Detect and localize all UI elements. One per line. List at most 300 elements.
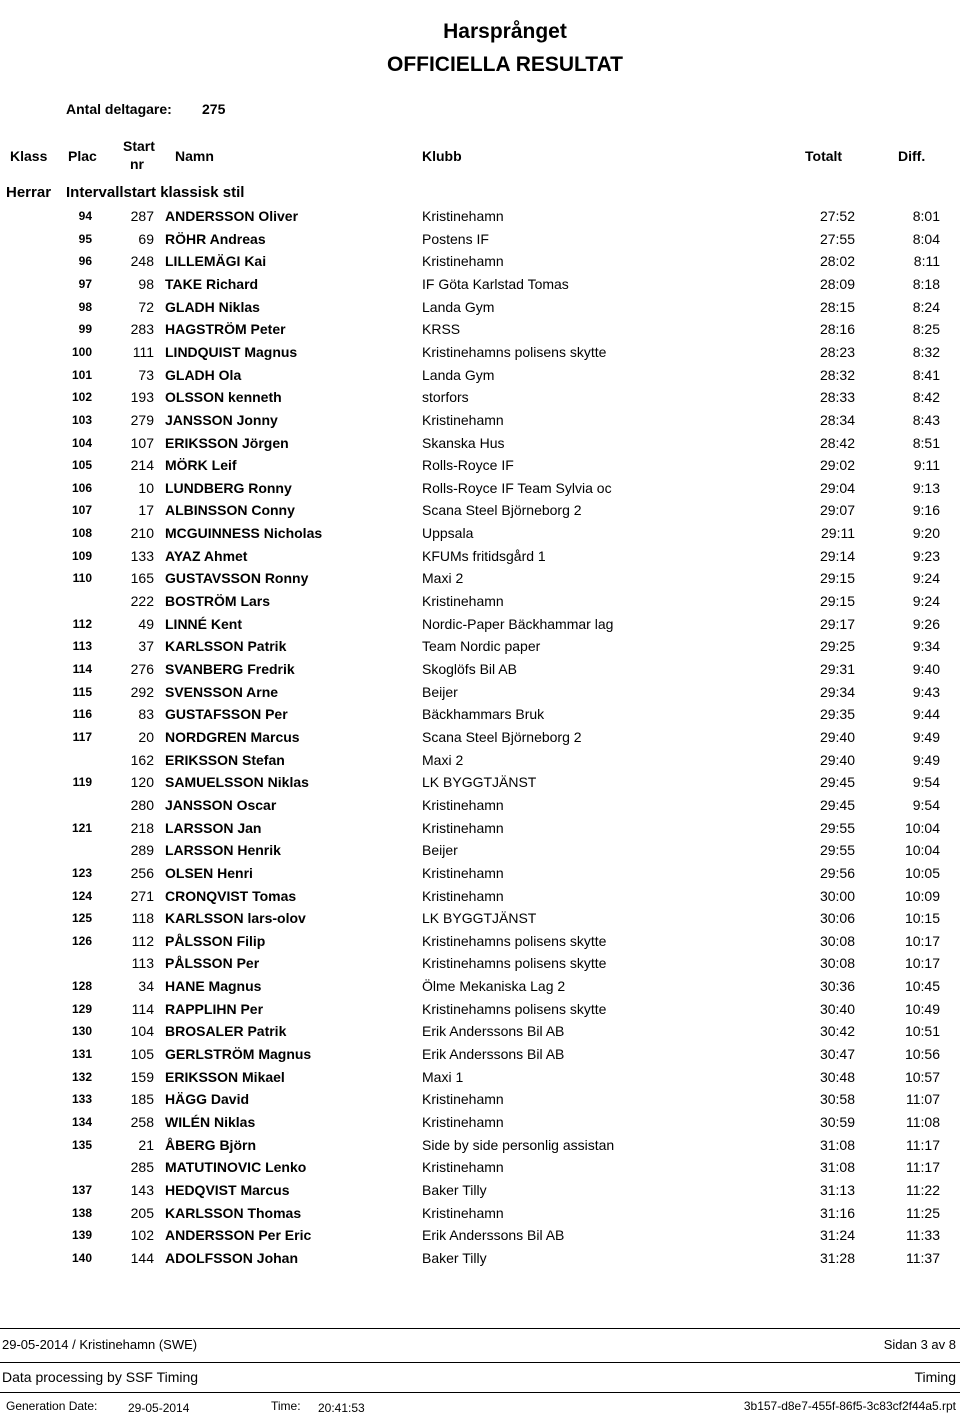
cell-name: LARSSON Jan [165, 819, 262, 836]
cell-club: Baker Tilly [422, 1181, 487, 1198]
cell-name: LILLEMÄGI Kai [165, 253, 267, 270]
table-row [0, 1247, 960, 1269]
cell-club: Maxi 1 [422, 1068, 464, 1085]
cell-name: ERIKSSON Stefan [165, 751, 285, 768]
table-row [0, 477, 960, 499]
cell-total: 29:35 [819, 706, 855, 723]
col-totalt: Totalt [805, 148, 843, 164]
cell-start-nr: 72 [138, 298, 154, 315]
table-row [0, 250, 960, 272]
cell-name: MATUTINOVIC Lenko [165, 1159, 307, 1176]
cell-total: 29:34 [819, 683, 855, 700]
footer-date-place: 29-05-2014 / Kristinehamn (SWE) [2, 1337, 198, 1352]
cell-start-nr: 271 [130, 887, 154, 904]
cell-start-nr: 120 [130, 774, 154, 791]
cell-total: 28:34 [819, 411, 855, 428]
cell-plac: 94 [78, 209, 92, 223]
cell-plac: 97 [78, 276, 92, 291]
cell-club: Landa Gym [422, 298, 495, 315]
cell-plac: 107 [71, 503, 92, 518]
footer-file-id: 3b157-d8e7-455f-86f5-3c83cf2f44a5.rpt [743, 1399, 956, 1413]
cell-name: SVENSSON Arne [165, 683, 279, 700]
table-row [0, 205, 960, 227]
col-klass: Klass [10, 148, 48, 164]
cell-club: Team Nordic paper [422, 638, 541, 655]
table-row [0, 975, 960, 997]
cell-name: LUNDBERG Ronny [165, 479, 292, 496]
cell-diff: 9:24 [912, 593, 940, 610]
cell-plac: 104 [71, 435, 92, 450]
cell-club: Baker Tilly [422, 1249, 487, 1266]
cell-name: LARSSON Henrik [165, 842, 281, 859]
cell-start-nr: 21 [138, 1136, 154, 1153]
cell-total: 28:23 [819, 343, 855, 360]
cell-club: Erik Anderssons Bil AB [422, 1046, 565, 1063]
table-row [0, 590, 960, 612]
table-row [0, 432, 960, 454]
cell-name: PÅLSSON Filip [165, 932, 266, 949]
cell-start-nr: 107 [130, 434, 154, 451]
cell-plac: 126 [71, 933, 92, 948]
cell-start-nr: 165 [130, 570, 154, 587]
cell-plac: 99 [78, 322, 92, 337]
cell-name: HEDQVIST Marcus [165, 1181, 290, 1198]
cell-club: Uppsala [422, 525, 474, 542]
table-row [0, 862, 960, 884]
footer-divider-top [0, 1328, 960, 1329]
cell-club: Rolls-Royce IF [422, 457, 514, 474]
cell-diff: 8:04 [912, 230, 940, 247]
cell-start-nr: 283 [130, 321, 154, 338]
table-row [0, 930, 960, 952]
table-row [0, 817, 960, 839]
cell-club: KFUMs fritidsgård 1 [422, 547, 546, 564]
table-row [0, 1179, 960, 1201]
cell-plac: 123 [71, 865, 92, 880]
cell-diff: 11:22 [906, 1181, 940, 1198]
cell-diff: 11:17 [906, 1136, 940, 1153]
cell-total: 30:08 [819, 955, 855, 972]
cell-name: GLADH Niklas [165, 298, 260, 315]
cell-total: 30:06 [819, 910, 855, 927]
cell-start-nr: 73 [138, 366, 154, 383]
cell-plac: 121 [71, 820, 92, 835]
table-row [0, 567, 960, 589]
cell-plac: 133 [71, 1092, 92, 1107]
section-title: Intervallstart klassisk stil [66, 184, 245, 201]
page-title: Harsprånget [443, 20, 567, 43]
cell-diff: 9:40 [912, 661, 940, 677]
cell-total: 27:52 [819, 208, 855, 224]
cell-start-nr: 34 [138, 978, 154, 995]
cell-plac: 100 [71, 344, 92, 359]
cell-club: Erik Anderssons Bil AB [422, 1023, 565, 1040]
cell-club: Kristinehamns polisens skytte [422, 932, 607, 949]
table-row [0, 613, 960, 635]
cell-name: OLSEN Henri [165, 864, 253, 881]
table-row [0, 296, 960, 318]
cell-name: ALBINSSON Conny [165, 502, 295, 519]
cell-start-nr: 111 [132, 343, 154, 360]
cell-plac: 109 [71, 548, 92, 563]
cell-diff: 10:05 [904, 864, 940, 881]
cell-club: Maxi 2 [422, 751, 464, 768]
cell-name: ADOLFSSON Johan [165, 1249, 299, 1266]
cell-club: Scana Steel Björneborg 2 [422, 502, 582, 519]
table-row [0, 228, 960, 250]
cell-name: SAMUELSSON Niklas [165, 774, 309, 791]
cell-total: 28:02 [819, 253, 855, 270]
cell-name: LINNÉ Kent [165, 615, 242, 632]
cell-diff: 9:23 [912, 547, 940, 564]
col-start: Start [123, 138, 155, 154]
table-row [0, 794, 960, 816]
cell-diff: 10:17 [904, 955, 940, 972]
cell-club: Skoglöfs Bil AB [422, 661, 517, 677]
footer-time-label: Time: [271, 1399, 301, 1413]
footer-gen-date-label: Generation Date: [6, 1399, 98, 1413]
cell-name: OLSSON kenneth [165, 389, 282, 406]
cell-start-nr: 258 [130, 1114, 154, 1130]
cell-diff: 11:08 [906, 1114, 940, 1130]
cell-diff: 10:15 [904, 910, 940, 927]
cell-total: 28:42 [819, 434, 855, 451]
cell-name: HAGSTRÖM Peter [165, 321, 286, 338]
cell-plac: 131 [71, 1047, 92, 1062]
table-row [0, 1043, 960, 1065]
cell-name: ANDERSSON Oliver [165, 208, 299, 224]
cell-total: 29:14 [819, 547, 855, 564]
col-namn: Namn [175, 148, 214, 164]
cell-plac: 98 [78, 299, 92, 314]
cell-name: TAKE Richard [165, 275, 259, 292]
cell-start-nr: 292 [130, 683, 154, 700]
cell-name: KARLSSON Thomas [165, 1204, 302, 1221]
cell-total: 31:13 [819, 1181, 855, 1198]
cell-name: HÄGG David [165, 1091, 250, 1108]
cell-start-nr: 98 [138, 275, 154, 292]
footer-time-value: 20:41:53 [318, 1401, 365, 1415]
cell-total: 31:08 [819, 1159, 855, 1176]
cell-plac: 135 [71, 1137, 92, 1152]
cell-club: Kristinehamn [422, 1204, 504, 1221]
cell-diff: 10:45 [904, 978, 940, 995]
cell-diff: 9:24 [912, 570, 940, 587]
cell-plac: 137 [71, 1182, 92, 1197]
table-row [0, 952, 960, 974]
table-row [0, 318, 960, 340]
cell-club: Kristinehamn [422, 819, 504, 836]
cell-total: 27:55 [819, 230, 855, 247]
cell-club: Kristinehamns polisens skytte [422, 343, 607, 360]
cell-total: 29:40 [819, 728, 855, 745]
cell-diff: 9:44 [912, 706, 940, 723]
cell-diff: 8:01 [912, 208, 940, 224]
cell-total: 30:48 [819, 1068, 855, 1085]
cell-name: ANDERSSON Per Eric [165, 1227, 312, 1244]
page-subtitle: OFFICIELLA RESULTAT [386, 53, 624, 76]
cell-club: KRSS [422, 321, 461, 338]
table-row [0, 341, 960, 363]
cell-diff: 11:07 [906, 1091, 940, 1108]
cell-diff: 10:04 [904, 842, 940, 859]
cell-total: 30:59 [819, 1114, 855, 1130]
cell-club: Kristinehamn [422, 593, 504, 610]
cell-start-nr: 280 [130, 796, 154, 813]
footer-processing: Data processing by SSF Timing [2, 1369, 199, 1385]
cell-diff: 8:51 [912, 434, 940, 451]
cell-club: Kristinehamn [422, 796, 504, 813]
cell-start-nr: 102 [130, 1227, 154, 1244]
cell-name: NORDGREN Marcus [165, 728, 300, 745]
cell-total: 29:15 [819, 570, 855, 587]
cell-total: 30:40 [819, 1000, 855, 1017]
cell-name: BOSTRÖM Lars [165, 593, 271, 610]
cell-name: MÖRK Leif [165, 457, 237, 474]
cell-club: Erik Anderssons Bil AB [422, 1227, 565, 1244]
col-klubb: Klubb [422, 148, 462, 164]
cell-diff: 8:43 [912, 411, 940, 428]
cell-diff: 8:25 [912, 321, 940, 338]
cell-total: 29:17 [819, 615, 855, 632]
cell-name: WILÉN Niklas [165, 1114, 256, 1130]
cell-club: Side by side personlig assistan [422, 1136, 615, 1153]
cell-name: RÖHR Andreas [165, 230, 266, 247]
cell-club: LK BYGGTJÄNST [422, 774, 537, 791]
cell-plac: 110 [72, 571, 92, 586]
cell-total: 29:31 [819, 661, 855, 677]
table-row [0, 454, 960, 476]
table-row [0, 726, 960, 748]
table-row [0, 885, 960, 907]
cell-start-nr: 83 [138, 706, 154, 723]
col-diff: Diff. [898, 148, 926, 164]
cell-total: 31:16 [819, 1204, 855, 1221]
cell-plac: 138 [71, 1205, 92, 1220]
cell-start-nr: 69 [138, 230, 154, 247]
cell-name: GUSTAVSSON Ronny [165, 570, 309, 587]
cell-diff: 10:56 [904, 1046, 940, 1063]
cell-total: 29:04 [819, 479, 855, 496]
cell-total: 30:36 [819, 978, 855, 995]
cell-diff: 9:34 [912, 638, 940, 655]
cell-club: LK BYGGTJÄNST [422, 910, 537, 927]
cell-start-nr: 214 [130, 457, 154, 474]
cell-total: 29:45 [819, 774, 855, 791]
table-row [0, 1202, 960, 1224]
cell-plac: 112 [72, 616, 92, 631]
cell-diff: 9:20 [912, 525, 940, 542]
cell-diff: 9:49 [912, 728, 940, 745]
table-row [0, 409, 960, 431]
cell-diff: 11:17 [906, 1159, 940, 1176]
cell-plac: 114 [72, 662, 92, 676]
footer-timing: Timing [914, 1369, 956, 1385]
cell-plac: 102 [71, 390, 92, 405]
cell-club: Landa Gym [422, 366, 495, 383]
col-start-nr: nr [130, 156, 144, 172]
cell-start-nr: 193 [130, 389, 154, 406]
cell-diff: 11:25 [906, 1204, 940, 1221]
table-row [0, 703, 960, 725]
cell-name: ÅBERG Björn [165, 1136, 256, 1153]
cell-total: 29:45 [819, 796, 855, 813]
col-plac: Plac [68, 148, 97, 164]
cell-total: 28:33 [819, 389, 855, 406]
table-row [0, 1111, 960, 1133]
cell-club: Kristinehamn [422, 1091, 504, 1108]
cell-diff: 9:43 [912, 683, 940, 700]
table-row [0, 771, 960, 793]
cell-diff: 9:49 [912, 751, 940, 768]
cell-start-nr: 10 [138, 479, 154, 496]
table-row [0, 839, 960, 861]
cell-start-nr: 104 [130, 1023, 154, 1040]
cell-name: KARLSSON Patrik [165, 638, 287, 655]
cell-total: 30:08 [819, 932, 855, 949]
cell-diff: 10:09 [904, 887, 940, 904]
table-row [0, 998, 960, 1020]
cell-diff: 9:11 [913, 457, 940, 474]
cell-club: Bäckhammars Bruk [422, 706, 545, 723]
cell-total: 30:58 [819, 1091, 855, 1108]
cell-start-nr: 17 [138, 502, 154, 519]
cell-start-nr: 279 [130, 411, 154, 428]
cell-club: Scana Steel Björneborg 2 [422, 728, 582, 745]
cell-plac: 125 [71, 911, 92, 926]
cell-start-nr: 289 [130, 842, 154, 859]
cell-name: HANE Magnus [165, 978, 262, 995]
cell-name: ERIKSSON Jörgen [165, 434, 289, 451]
cell-plac: 132 [71, 1069, 92, 1084]
cell-name: CRONQVIST Tomas [165, 887, 297, 904]
cell-total: 28:32 [819, 366, 855, 383]
cell-plac: 101 [71, 367, 92, 382]
cell-plac: 95 [78, 231, 92, 246]
cell-name: SVANBERG Fredrik [165, 661, 295, 677]
cell-club: Beijer [422, 842, 458, 859]
cell-plac: 129 [71, 1001, 92, 1016]
table-row [0, 681, 960, 703]
cell-plac: 113 [72, 639, 92, 654]
cell-total: 29:55 [819, 842, 855, 859]
cell-start-nr: 256 [130, 864, 154, 881]
cell-total: 29:40 [819, 751, 855, 768]
cell-club: IF Göta Karlstad Tomas [422, 275, 569, 292]
cell-name: GLADH Ola [165, 366, 242, 383]
cell-name: PÅLSSON Per [165, 955, 260, 972]
cell-total: 31:08 [819, 1136, 855, 1153]
cell-diff: 8:32 [912, 343, 940, 360]
cell-plac: 117 [72, 729, 92, 744]
cell-club: Rolls-Royce IF Team Sylvia oc [422, 479, 612, 496]
cell-club: Beijer [422, 683, 458, 700]
cell-plac: 115 [72, 684, 92, 699]
cell-name: KARLSSON lars-olov [165, 910, 306, 927]
cell-total: 29:07 [819, 502, 855, 519]
cell-diff: 8:18 [912, 275, 940, 292]
cell-plac: 139 [71, 1228, 92, 1243]
cell-name: BROSALER Patrik [165, 1023, 287, 1040]
table-row [0, 749, 960, 771]
cell-start-nr: 159 [130, 1068, 154, 1085]
class-name: Herrar [6, 184, 52, 201]
cell-total: 29:56 [819, 864, 855, 881]
table-row [0, 1224, 960, 1246]
cell-start-nr: 248 [130, 253, 154, 270]
cell-name: AYAZ Ahmet [165, 547, 248, 564]
cell-diff: 8:11 [913, 253, 940, 270]
cell-name: JANSSON Oscar [165, 796, 277, 813]
cell-total: 31:24 [819, 1227, 855, 1244]
cell-plac: 130 [71, 1024, 92, 1039]
cell-club: Kristinehamns polisens skytte [422, 955, 607, 972]
cell-diff: 8:24 [912, 298, 940, 315]
cell-diff: 10:51 [904, 1023, 940, 1040]
cell-club: Kristinehamn [422, 208, 504, 224]
cell-name: LINDQUIST Magnus [165, 343, 298, 360]
cell-club: storfors [422, 389, 469, 406]
cell-plac: 128 [71, 979, 92, 994]
cell-plac: 108 [71, 526, 92, 541]
cell-club: Kristinehamn [422, 1159, 504, 1176]
cell-diff: 10:57 [904, 1068, 940, 1085]
table-row [0, 499, 960, 521]
cell-start-nr: 285 [130, 1159, 154, 1176]
cell-diff: 10:04 [904, 819, 940, 836]
cell-total: 29:25 [819, 638, 855, 655]
cell-diff: 9:54 [912, 774, 940, 791]
cell-plac: 96 [78, 254, 92, 269]
cell-total: 30:47 [819, 1046, 855, 1063]
cell-plac: 119 [72, 775, 92, 790]
cell-start-nr: 276 [130, 661, 154, 677]
cell-start-nr: 144 [130, 1249, 154, 1266]
cell-club: Nordic-Paper Bäckhammar lag [422, 615, 614, 632]
cell-total: 30:42 [819, 1023, 855, 1040]
cell-name: GUSTAFSSON Per [165, 706, 288, 723]
cell-start-nr: 185 [130, 1091, 154, 1108]
cell-start-nr: 105 [130, 1046, 154, 1063]
cell-total: 29:15 [819, 593, 855, 610]
cell-plac: 106 [71, 480, 92, 495]
cell-club: Kristinehamn [422, 887, 504, 904]
cell-start-nr: 287 [130, 208, 154, 224]
table-row [0, 658, 960, 680]
cell-club: Kristinehamn [422, 864, 504, 881]
cell-club: Kristinehamns polisens skytte [422, 1000, 607, 1017]
table-row [0, 364, 960, 386]
cell-club: Maxi 2 [422, 570, 464, 587]
participants-value: 275 [202, 101, 226, 117]
cell-start-nr: 20 [138, 728, 154, 745]
cell-start-nr: 37 [138, 638, 154, 655]
cell-diff: 11:37 [906, 1249, 940, 1266]
cell-club: Kristinehamn [422, 253, 504, 270]
cell-plac: 105 [71, 458, 92, 473]
cell-club: Skanska Hus [422, 434, 505, 451]
table-row [0, 1066, 960, 1088]
cell-start-nr: 114 [131, 1000, 154, 1017]
cell-start-nr: 143 [130, 1181, 154, 1198]
cell-total: 28:15 [819, 298, 855, 315]
cell-name: GERLSTRÖM Magnus [165, 1046, 312, 1063]
cell-start-nr: 222 [130, 593, 154, 610]
cell-start-nr: 113 [131, 955, 154, 972]
cell-diff: 9:26 [912, 615, 940, 632]
cell-club: Ölme Mekaniska Lag 2 [422, 978, 566, 995]
cell-diff: 8:41 [912, 366, 940, 383]
